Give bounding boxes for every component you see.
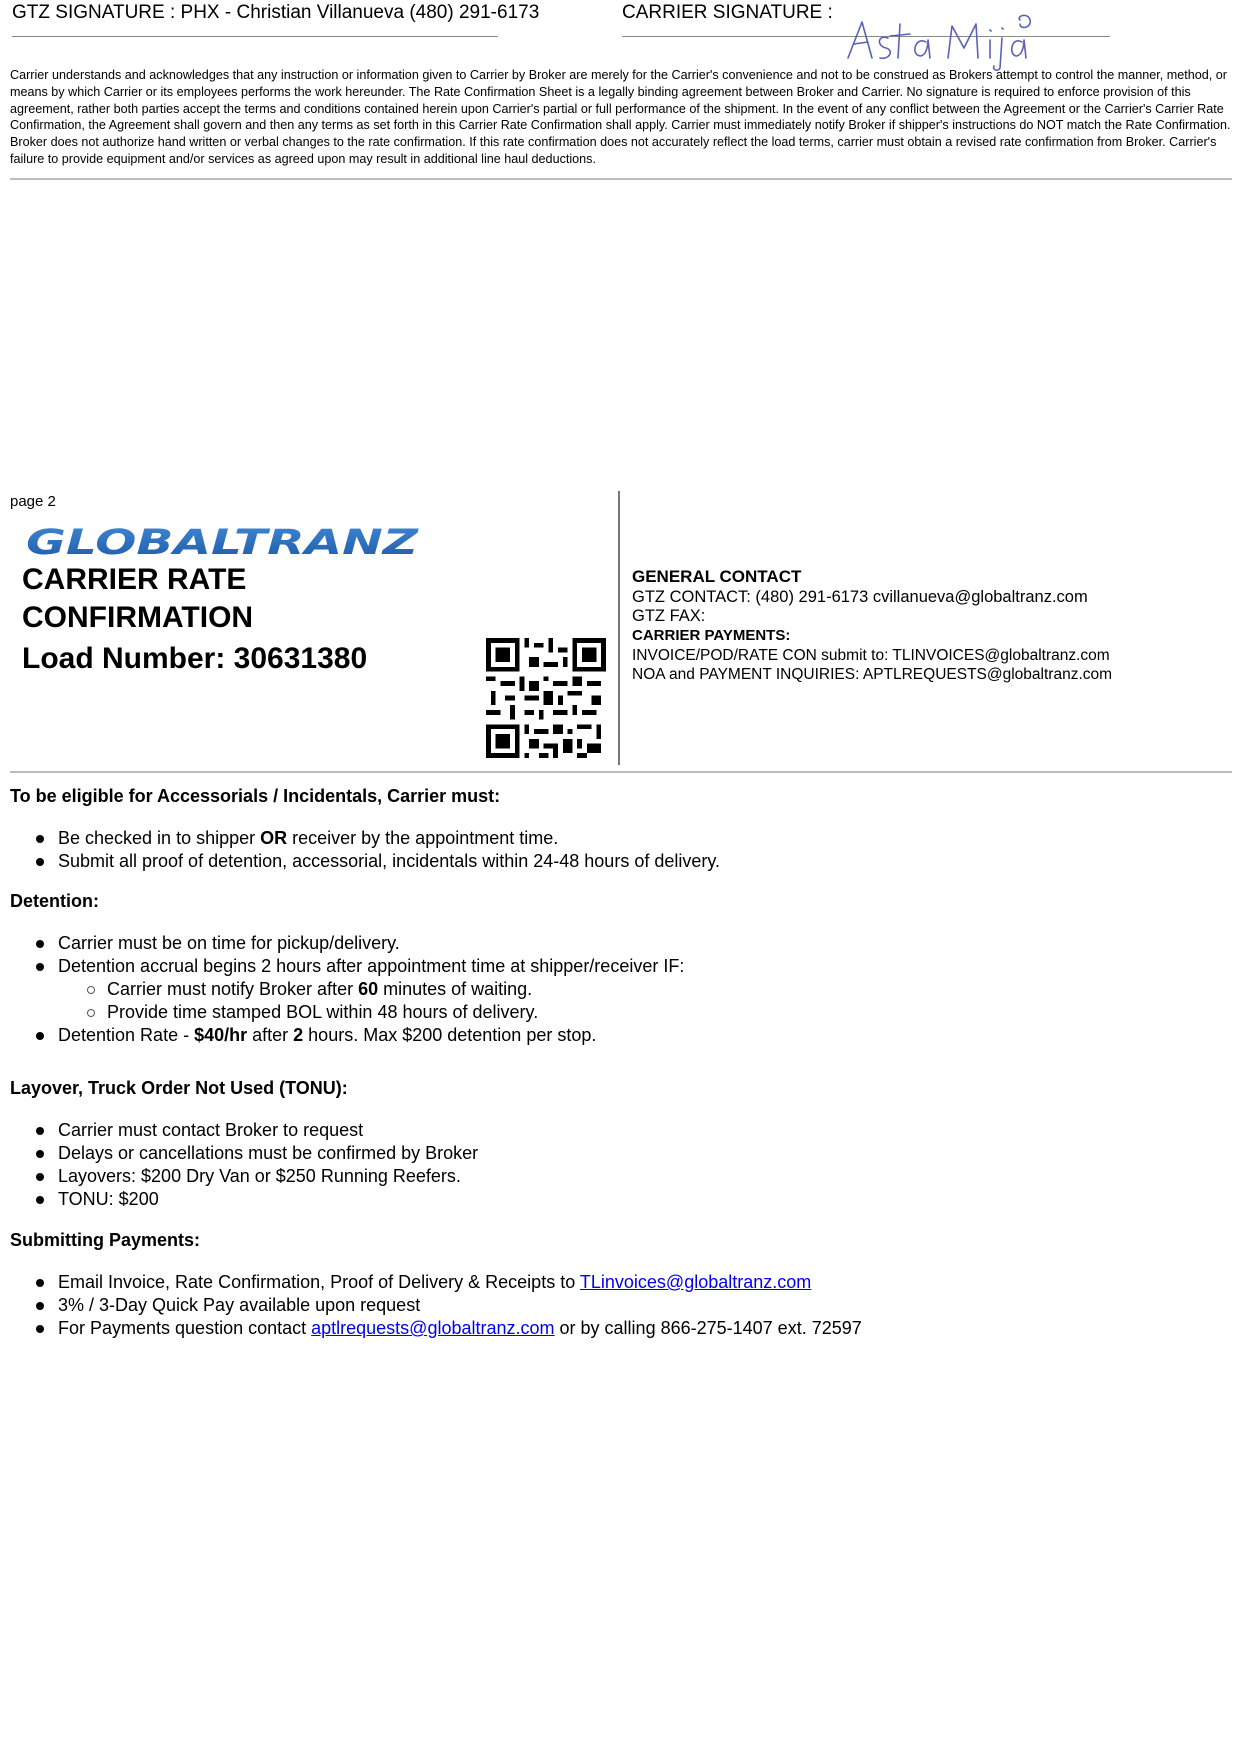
bullet-icon — [36, 963, 44, 971]
page-label: page 2 — [10, 493, 56, 510]
list-item: TONU: $200 — [10, 1188, 1230, 1211]
header-divider — [618, 491, 620, 765]
payments-section — [10, 1229, 1230, 1340]
sub-list-item: Carrier must notify Broker after 60 minutes of waiting. — [10, 978, 1230, 1001]
invoice-submit-line: INVOICE/POD/RATE CON submit to: TLINVOICES@globaltranz.com — [632, 647, 1110, 664]
qr-code — [486, 638, 606, 758]
carrier-payments-heading: CARRIER PAYMENTS: — [632, 627, 791, 644]
gtz-contact: GTZ CONTACT: (480) 291-6173 cvillanueva@globaltranz.com — [632, 588, 1088, 606]
sub-list-item: Provide time stamped BOL within 48 hours of delivery. — [10, 1001, 1230, 1024]
list-item: Email Invoice, Rate Confirmation, Proof of Delivery & Receipts to TLinvoices@globaltranz.com — [10, 1271, 1230, 1294]
gtz-signature-line: GTZ SIGNATURE : PHX - Christian Villanueva (480) 291-6173 — [12, 2, 498, 37]
list-item: Detention Rate - $40/hr after 2 hours. Max $200 detention per stop. — [10, 1024, 1230, 1047]
section-heading: Detention: — [10, 891, 99, 911]
list-item: For Payments question contact aptlrequests@globaltranz.com or by calling 866-275-1407 ext. 72597 — [10, 1317, 1230, 1340]
section-heading: Submitting Payments: — [10, 1230, 201, 1250]
accessorials-section — [10, 785, 1230, 873]
list-item: Submit all proof of detention, accessorial, incidentals within 24-48 hours of delivery. — [10, 850, 1230, 873]
list-item: Detention accrual begins 2 hours after appointment time at shipper/receiver IF: — [10, 955, 1230, 978]
bullet-icon — [36, 1173, 44, 1181]
carrier-signature-line: CARRIER SIGNATURE : — [622, 2, 1110, 37]
list-item: Be checked in to shipper OR receiver by the appointment time. — [10, 827, 1230, 850]
page-title — [22, 561, 253, 637]
bullet-icon — [36, 1196, 44, 1204]
circle-bullet-icon — [87, 1009, 95, 1017]
general-contact-heading: GENERAL CONTACT — [632, 567, 802, 586]
noa-payment-line: NOA and PAYMENT INQUIRIES: APTLREQUESTS@globaltranz.com — [632, 666, 1113, 683]
bullet-icon — [36, 1302, 44, 1310]
list-item: Delays or cancellations must be confirmed by Broker — [10, 1142, 1230, 1165]
tlinvoices-email-link[interactable]: TLinvoices@globaltranz.com — [579, 1272, 812, 1292]
bullet-icon — [36, 1032, 44, 1040]
section-heading: To be eligible for Accessorials / Incidentals, Carrier must: — [10, 786, 501, 806]
list-item: Carrier must be on time for pickup/delivery. — [10, 932, 1230, 955]
svg-text:GLOBALTRANZ: GLOBALTRANZ — [26, 523, 419, 562]
bullet-icon — [36, 1325, 44, 1333]
title-line-1: CARRIER RATE — [22, 563, 247, 596]
layover-section — [10, 1077, 1230, 1211]
bullet-icon — [36, 1150, 44, 1158]
list-item: Layovers: $200 Dry Van or $250 Running Reefers. — [10, 1165, 1230, 1188]
bullet-icon — [36, 1127, 44, 1135]
divider — [10, 178, 1232, 180]
section-heading: Layover, Truck Order Not Used (TONU): — [10, 1078, 348, 1098]
bullet-icon — [36, 858, 44, 866]
detention-section — [10, 890, 1230, 1047]
gtz-fax: GTZ FAX: — [632, 607, 706, 625]
list-item: 3% / 3-Day Quick Pay available upon request — [10, 1294, 1230, 1317]
bullet-icon — [36, 835, 44, 843]
list-item: Carrier must contact Broker to request — [10, 1119, 1230, 1142]
circle-bullet-icon — [87, 986, 95, 994]
terms-paragraph: Carrier understands and acknowledges that any instruction or information given to Carrier by Broker are merely for the Carrier's convenience and not to be construed as Brokers attempt to control the manner, method, or means by which Carrier or its employees performs the work hereunder. The Rate Confirmation Sheet is a legally binding agreement between Broker and Carrier. No signature is required to enforce provision of this agreement, rather both parties accept the terms and conditions contained herein upon Carrier's partial or full performance of the shipment. In the event of any conflict between the Agreement or the Carrier's Carrier Rate Confirmation, the Agreement shall govern and then any terms as set forth in this Carrier Rate Confirmation shall apply. Carrier must immediately notify Broker if shipper's instructions do NOT match the Rate Confirmation. Broker does not authorize hand written or verbal changes to the rate confirmation. If this rate confirmation does not accurately reflect the load terms, carrier must obtain a revised rate confirmation from Broker. Carrier's failure to provide equipment and/or services as agreed upon may result in additional line haul deductions. — [10, 68, 1231, 166]
globaltranz-logo — [24, 520, 424, 562]
title-line-2: CONFIRMATION — [22, 601, 254, 634]
aptlrequests-email-link[interactable]: aptlrequests@globaltranz.com — [311, 1318, 555, 1338]
divider — [10, 771, 1232, 773]
general-contact — [632, 566, 1232, 684]
carrier-handwritten-signature — [844, 14, 1034, 74]
bullet-icon — [36, 1279, 44, 1287]
load-number: Load Number: 30631380 — [22, 642, 368, 675]
bullet-icon — [36, 940, 44, 948]
